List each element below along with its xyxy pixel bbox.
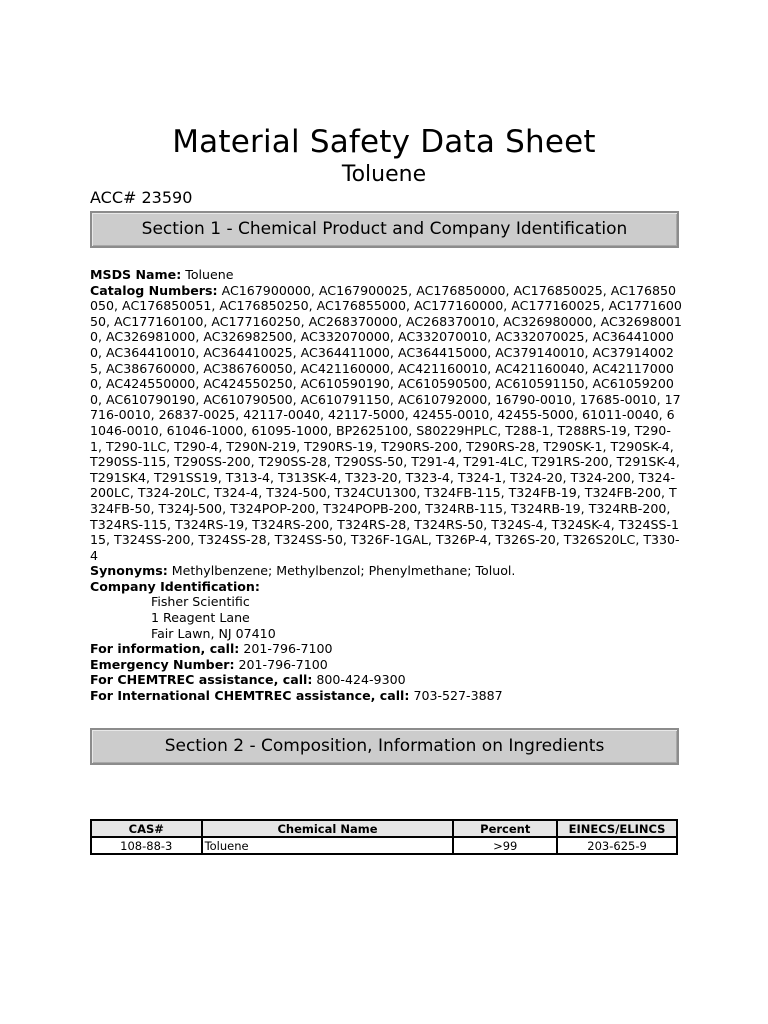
section-2-header bbox=[90, 728, 679, 765]
table-row bbox=[91, 837, 677, 854]
msds-name-label: MSDS Name: bbox=[90, 267, 182, 282]
chemtrec-phone: 800-424-9300 bbox=[316, 672, 406, 688]
emergency-number-label: Emergency Number: bbox=[90, 656, 235, 672]
emergency-number-value: 201-796-7100 bbox=[238, 656, 328, 672]
information-phone-value: 201-796-7100 bbox=[243, 641, 333, 657]
emergency-number-row bbox=[90, 657, 682, 673]
column-header-chemical-name: Chemical Name bbox=[202, 820, 454, 837]
column-header-einecs: EINECS/ELINCS bbox=[557, 820, 677, 837]
company-identification-row bbox=[90, 579, 682, 595]
section-2-title: Section 2 - Composition, Information on Ingredients bbox=[164, 736, 605, 756]
intl-chemtrec-label: For International CHEMTREC assistance, call: bbox=[90, 688, 410, 704]
column-header-percent: Percent bbox=[453, 820, 557, 837]
information-phone-row bbox=[90, 641, 682, 657]
section-1-body bbox=[90, 267, 682, 704]
information-phone-label: For information, call: bbox=[90, 641, 240, 657]
composition-table bbox=[90, 819, 678, 855]
msds-name-value: Toluene bbox=[185, 267, 234, 282]
synonyms-value: Methylbenzene; Methylbenzol; Phenylmethane; Toluol. bbox=[171, 563, 516, 579]
chemtrec-row bbox=[90, 672, 682, 688]
catalog-numbers-label: Catalog Numbers: bbox=[90, 282, 218, 298]
acc-number: ACC# 23590 bbox=[90, 188, 193, 207]
composition-table-header-row bbox=[91, 820, 677, 837]
chemtrec-label: For CHEMTREC assistance, call: bbox=[90, 672, 313, 688]
section-1-header bbox=[90, 211, 679, 248]
company-name: Fisher Scientific bbox=[151, 594, 250, 610]
cell-einecs: 203-625-9 bbox=[557, 837, 677, 854]
section-1-title: Section 1 - Chemical Product and Company Identification bbox=[141, 219, 628, 239]
intl-chemtrec-phone: 703-527-3887 bbox=[413, 688, 503, 704]
column-header-cas: CAS# bbox=[91, 820, 202, 837]
cell-percent: >99 bbox=[453, 837, 557, 854]
company-identification-label: Company Identification: bbox=[90, 578, 260, 594]
cell-cas: 108-88-3 bbox=[91, 837, 202, 854]
company-street: 1 Reagent Lane bbox=[151, 610, 250, 626]
intl-chemtrec-row bbox=[90, 688, 682, 704]
msds-name-row bbox=[90, 267, 682, 283]
catalog-numbers-row bbox=[90, 283, 682, 564]
catalog-numbers-value: AC167900000, AC167900025, AC176850000, AC176850025, AC176850050, AC176850051, AC176850250, AC176855000, AC177160000, AC177160025, AC177160050, AC177160100, AC177160250, AC268370000, AC268370010, AC326980000, AC326980010, AC326981000, AC326982500, AC332070000, AC332070010, AC332070025, AC364410000, AC364410010, AC364410025, AC364411000, AC364415000, AC379140010, AC379140025, AC386760000, AC386760050, AC421160000, AC421160010, AC421160040, AC421170000, AC424550000, AC424550250, AC610590190, AC610590500, AC610591150, AC610592000, AC610790190, AC610790500, AC610791150, AC610792000, 16790-0010, 17685-0010, 17716-0010, 26837-0025, 42117-0040, 42117-5000, 42455-0010, 42455-5000, 61011-0040, 61046-0010, 61046-1000, 61095-1000, BP2625100, S80229HPLC, T288-1, T288RS-19, T290-1, T290-1LC, T290-4, T290N-219, T290RS-19, T290RS-200, T290RS-28, T290SK-1, T290SK-4, T290SS-115, T290SS-200, T290SS-28, T290SS-50, T291-4, T291-4LC, T291RS-200, T291SK-4, T291SK4, T291SS19, T313-4, T313SK-4, T323-20, T323-4, T324-1, T324-20, T324-200, T324-200LC, T324-20LC, T324-4, T324-500, T324CU1300, T324FB-115, T324FB-19, T324FB-200, T324FB-50, T324J-500, T324POP-200, T324POPB-200, T324RB-115, T324RB-19, T324RB-200, T324RS-115, T324RS-19, T324RS-200, T324RS-28, T324RS-50, T324S-4, T324SK-4, T324SS-115, T324SS-200, T324SS-28, T324SS-50, T326F-1GAL, T326P-4, T326S-20, T326S20LC, T330-4 bbox=[90, 282, 682, 563]
product-subtitle: Toluene bbox=[341, 162, 427, 187]
synonyms-label: Synonyms: bbox=[90, 563, 168, 579]
cell-chemical-name: Toluene bbox=[202, 837, 454, 854]
page-title: Material Safety Data Sheet bbox=[172, 124, 596, 160]
company-city: Fair Lawn, NJ 07410 bbox=[151, 625, 276, 641]
synonyms-row bbox=[90, 563, 682, 579]
